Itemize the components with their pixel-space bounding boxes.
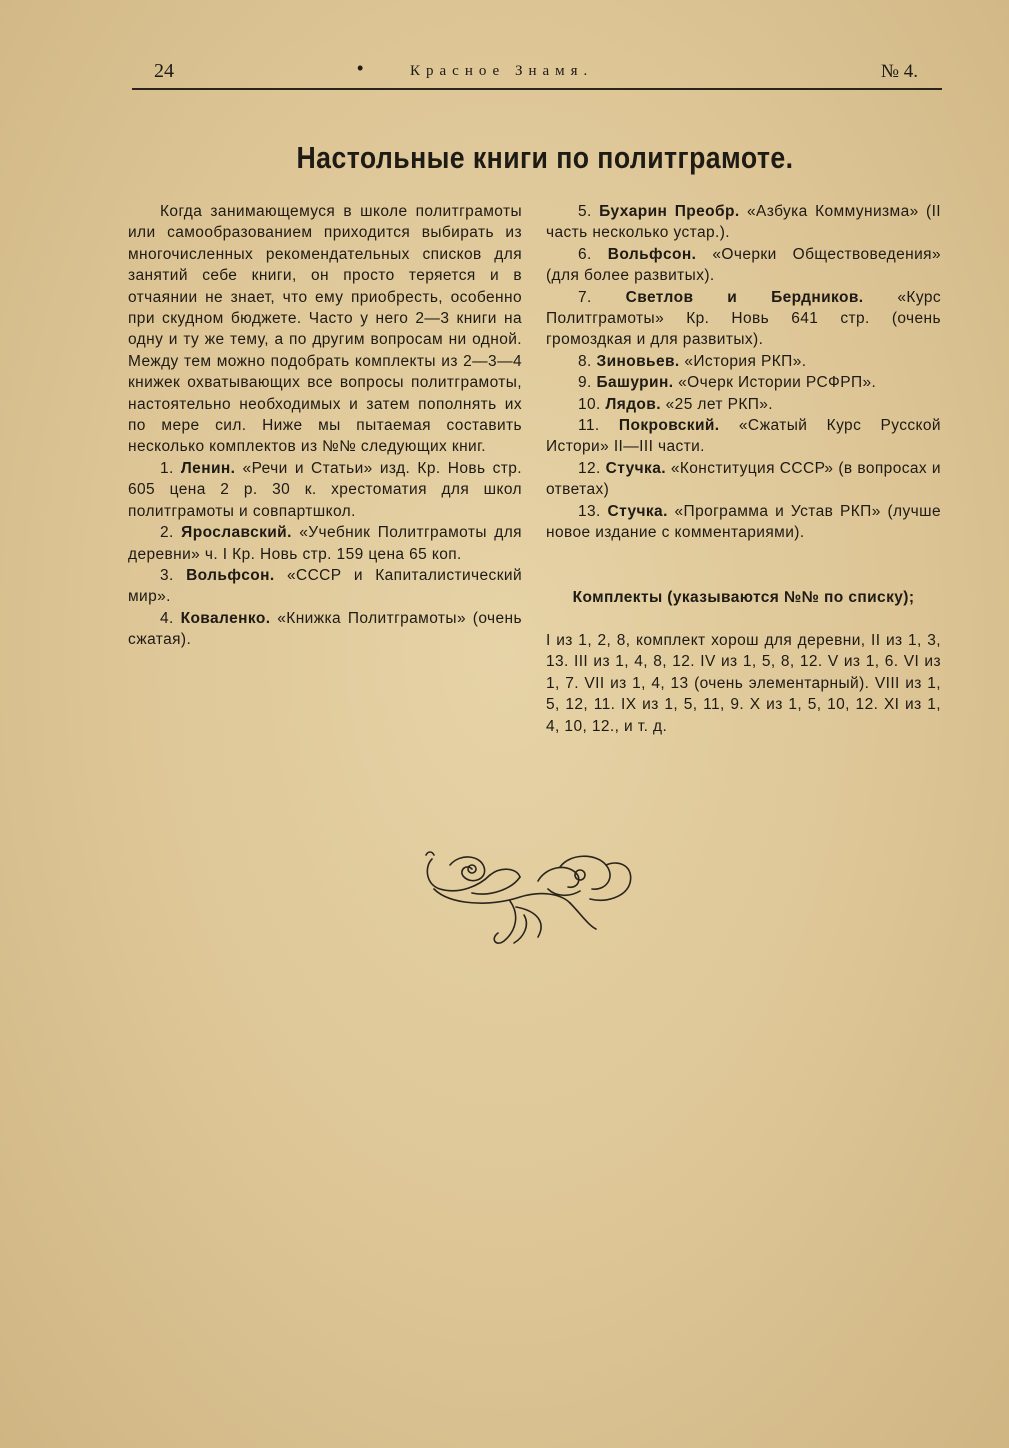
item-text: «История РКП». (684, 352, 807, 370)
book-item (546, 415, 941, 458)
left-column (128, 201, 522, 651)
book-item (546, 244, 941, 287)
book-item (128, 608, 522, 651)
item-text: «Книжка Политграмоты» (очень сжатая). (128, 609, 522, 649)
item-text: «Конституция СССР» (в вопросах и ответах) (546, 459, 941, 499)
header-dot: • (357, 58, 364, 78)
item-author: Зиновьев. (596, 352, 680, 370)
book-item (546, 351, 941, 372)
item-text: «Очерк Истории РСФРП». (678, 374, 877, 392)
item-author: Светлов и Бердников. (625, 288, 864, 306)
item-number: 10. (578, 395, 601, 413)
decorative-ornament (420, 845, 638, 955)
item-number: 2. (160, 524, 174, 542)
book-item (546, 394, 941, 415)
item-author: Лядов. (605, 395, 661, 413)
item-number: 1. (160, 459, 174, 477)
item-number: 12. (578, 459, 601, 477)
book-item (546, 201, 941, 244)
item-author: Башурин. (596, 374, 674, 392)
item-author: Бухарин Преобр. (599, 203, 740, 220)
book-item (128, 522, 522, 565)
item-text: «Программа и Устав РКП» (лучше новое издание с комментариями). (546, 502, 941, 542)
spacer (546, 544, 941, 587)
journal-title: Красное Знамя. (410, 63, 594, 79)
item-number: 9. (578, 374, 592, 392)
book-item (546, 287, 941, 351)
item-text: «Азбука Коммунизма» (II часть несколько устар.). (546, 203, 941, 242)
item-author: Стучка. (607, 502, 668, 520)
book-item (546, 501, 941, 544)
item-text: «25 лет РКП». (665, 395, 774, 413)
page-number: 24 (154, 60, 174, 82)
book-item (128, 458, 522, 522)
item-author: Ленин. (180, 459, 236, 477)
article-title: Настольные книги по политграмоте. (296, 140, 794, 175)
item-author: Стучка. (605, 459, 666, 477)
item-number: 4. (160, 609, 174, 627)
item-number: 5. (578, 203, 592, 220)
spacer (546, 608, 941, 630)
book-item (546, 372, 941, 393)
item-number: 3. (160, 566, 174, 584)
book-item (546, 458, 941, 501)
book-item (128, 565, 522, 608)
item-text: «Курс Политграмоты» Кр. Новь 641 стр. (очень громоздкая и для развитых). (546, 288, 941, 349)
item-text: «СССР и Капиталистический мир». (128, 566, 522, 606)
issue-number: № 4. (880, 61, 918, 82)
item-number: 13. (578, 502, 601, 520)
item-text: «Учебник Политграмоты для деревни» ч. I Кр. Новь стр. 159 цена 65 коп. (128, 524, 522, 563)
komplekty-heading: Комплекты (указываются №№ по списку); (572, 588, 915, 606)
item-text: «Сжатый Курс Русской Истори» II—III части. (546, 417, 941, 456)
item-author: Покровский. (618, 417, 720, 435)
item-author: Ярославский. (181, 524, 292, 542)
item-author: Коваленко. (180, 609, 271, 627)
item-number: 7. (578, 288, 592, 306)
right-column (546, 201, 941, 737)
item-number: 6. (578, 245, 592, 263)
komplekty-list: I из 1, 2, 8, комплект хорош для деревни, II из 1, 3, 13. III из 1, 4, 8, 12. IV из 1, 5, 8, 12. V из 1, 6. VI из 1, 7. VII из 1, 4, 13 (очень элементарный). VIII из 1, 5, 12, 11. IX из 1, 5, 11, 9. X из 1, 5, 10, 12. XI из 1, 4, 10, 12., и т. д. (546, 631, 941, 735)
intro-paragraph: Когда занимающемуся в школе политграмоты или самообразованием приходится выбирать из многочисленных рекомендательных списков для занятий себе книги, он просто теряется и в отчаянии не знает, что ему приобресть, особенно при скудном бюджете. Часто у него 2—3 книги на одну и ту же тему, а по другим вопросам ни одной. Между тем можно подобрать комплекты из 2—3—4 книжек охватывающих все вопросы политграмоты, настоятельно необходимых и затем пополнять их по мере сил. Ниже мы пытаемая составить несколько комплектов из №№ следующих книг. (128, 203, 522, 456)
item-author: Вольфсон. (607, 245, 697, 263)
running-header (132, 58, 942, 90)
item-text: «Речи и Статьи» изд. Кр. Новь стр. 605 цена 2 р. 30 к. хрестоматия для школ политграмоты и совпартшкол. (128, 459, 522, 520)
item-author: Вольфсон. (186, 566, 275, 584)
item-number: 8. (578, 352, 592, 370)
item-number: 11. (578, 417, 600, 435)
item-text: «Очерки Обществоведения» (для более развитых). (546, 245, 941, 285)
